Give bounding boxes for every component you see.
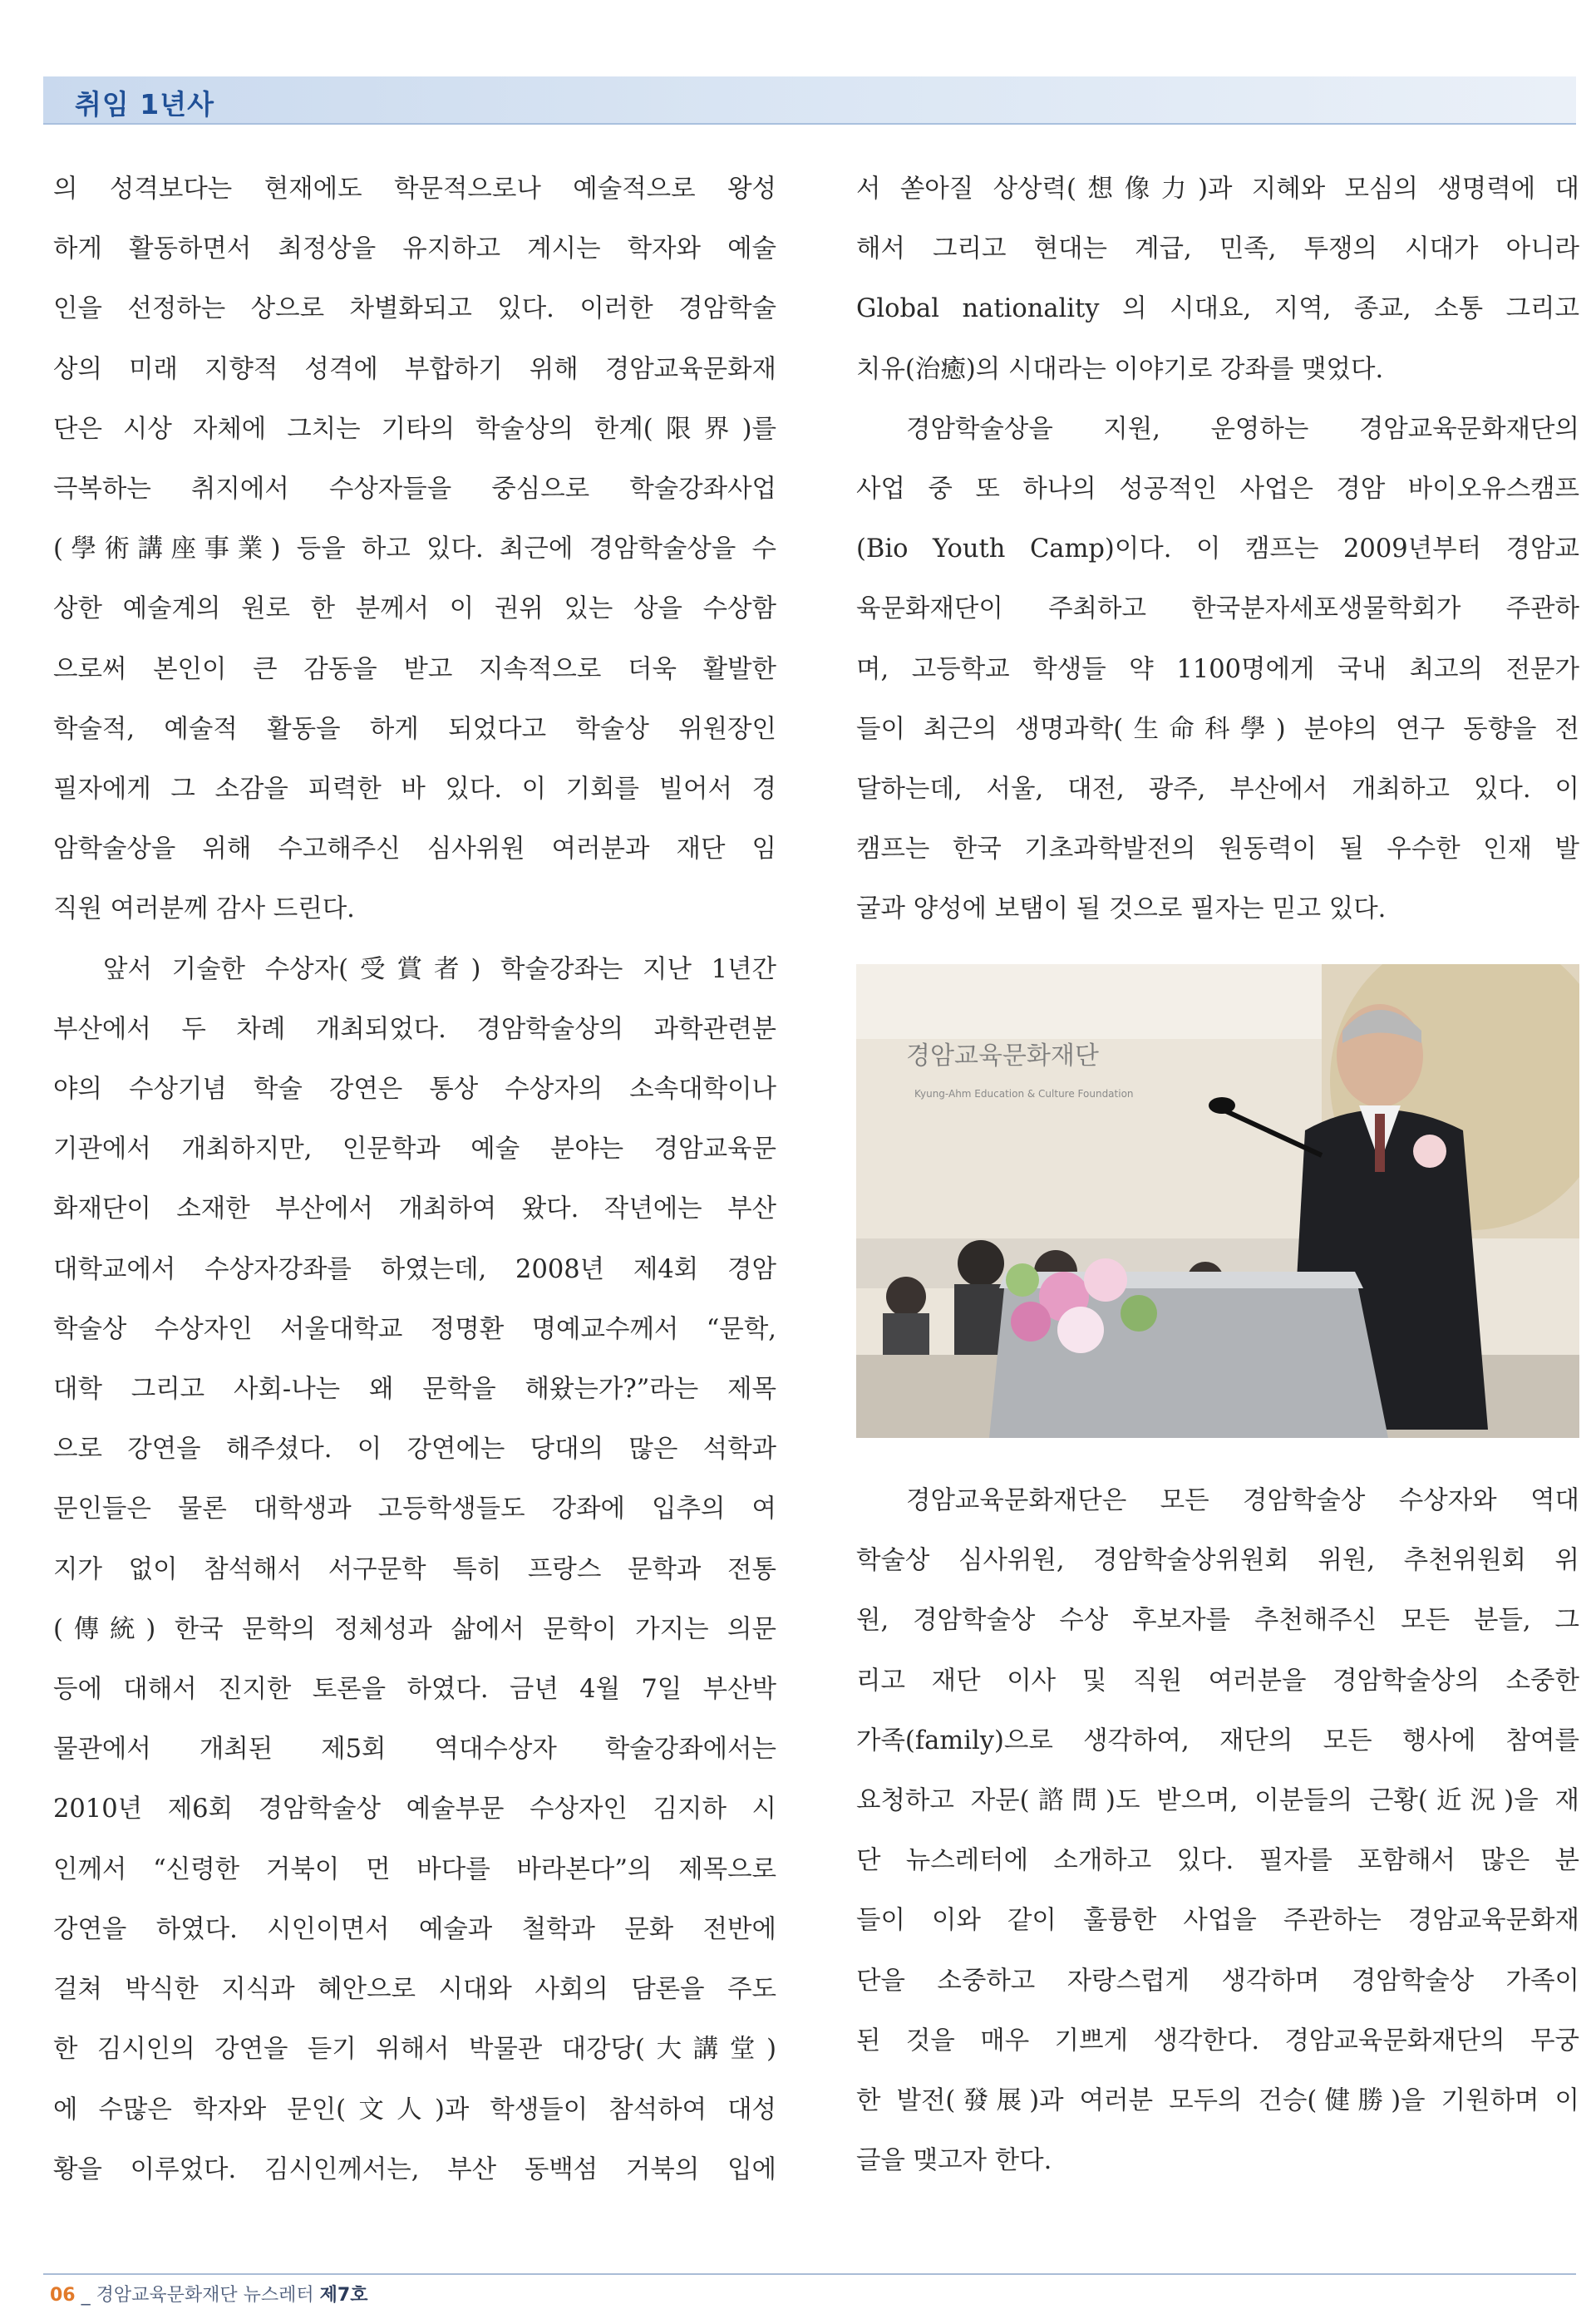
text-line: 상의 미래 지향적 성격에 부합하기 위해 경암교육문화재 xyxy=(53,354,776,384)
text-line: 요청하고 자문(諮問)도 받으며, 이분들의 근황(近況)을 재 xyxy=(856,1786,1579,1816)
speaker-podium-photo xyxy=(856,964,1579,1438)
text-line: 강연을 하였다. 시인이면서 예술과 철학과 문화 전반에 xyxy=(53,1914,776,1944)
text-line: 단 뉴스레터에 소개하고 있다. 필자를 포함해서 많은 분 xyxy=(856,1846,1579,1876)
text-line: 대학 그리고 사회-나는 왜 문학을 해왔는가?”라는 제목 xyxy=(53,1375,776,1405)
right-text-column-top xyxy=(856,160,1579,940)
text-line: 단을 소중하고 자랑스럽게 생각하며 경암학술상 가족이 xyxy=(856,1966,1579,1996)
text-line: 의 성격보다는 현재에도 학문적으로나 예술적으로 왕성 xyxy=(53,175,776,204)
photo-sign-text: 경암교육문화재단 xyxy=(906,1041,1099,1071)
text-line: 직원 여러분께 감사 드린다. xyxy=(53,894,355,924)
text-line: 학술상 수상자인 서울대학교 정명환 명예교수께서 “문학, xyxy=(53,1314,776,1344)
text-line: 하게 활동하면서 최정상을 유지하고 계시는 학자와 예술 xyxy=(53,234,776,264)
text-line: 들이 최근의 생명과학(生命科學) 분야의 연구 동향을 전 xyxy=(856,714,1579,744)
text-line: 물관에서 개최된 제5회 역대수상자 학술강좌에서는 xyxy=(53,1735,776,1765)
photo-illustration xyxy=(856,964,1579,1438)
text-line: 극복하는 취지에서 수상자들을 중심으로 학술강좌사업 xyxy=(53,475,776,505)
text-line: 리고 재단 이사 및 직원 여러분을 경암학술상의 소중한 xyxy=(856,1666,1579,1696)
text-line: 경암교육문화재단은 모든 경암학술상 수상자와 역대 xyxy=(906,1486,1579,1515)
section-title: 취임 1년사 xyxy=(75,88,214,121)
text-line: 문인들은 물론 대학생과 고등학생들도 강좌에 입추의 여 xyxy=(53,1494,776,1524)
text-line: 상한 예술계의 원로 한 분께서 이 권위 있는 상을 수상함 xyxy=(53,594,776,624)
footer-divider xyxy=(43,2273,1576,2275)
text-line: 으로써 본인이 큰 감동을 받고 지속적으로 더욱 활발한 xyxy=(53,654,776,684)
text-line: 야의 수상기념 학술 강연은 통상 수상자의 소속대학이나 xyxy=(53,1075,776,1105)
text-line: 기관에서 개최하지만, 인문학과 예술 분야는 경암교육문 xyxy=(53,1135,776,1164)
text-line: 가족(family)으로 생각하여, 재단의 모든 행사에 참여를 xyxy=(856,1726,1579,1755)
text-line: 사업 중 또 하나의 성공적인 사업은 경암 바이오유스캠프 xyxy=(856,475,1579,505)
text-line: 필자에게 그 소감을 피력한 바 있다. 이 기회를 빌어서 경 xyxy=(53,775,776,805)
text-line: 치유(治癒)의 시대라는 이야기로 강좌를 맺었다. xyxy=(856,354,1384,384)
text-line: 학술적, 예술적 활동을 하게 되었다고 학술상 위원장인 xyxy=(53,714,776,744)
footer-issue: 제7호 xyxy=(319,2285,368,2306)
text-line: 앞서 기술한 수상자(受賞者) 학술강좌는 지난 1년간 xyxy=(103,954,776,984)
text-line: 육문화재단이 주최하고 한국분자세포생물학회가 주관하 xyxy=(856,594,1579,624)
text-line: 인을 선정하는 상으로 차별화되고 있다. 이러한 경암학술 xyxy=(53,294,776,324)
text-line: 화재단이 소재한 부산에서 개최하여 왔다. 작년에는 부산 xyxy=(53,1194,776,1224)
text-line: 해서 그리고 현대는 계급, 민족, 투쟁의 시대가 아니라 xyxy=(856,234,1579,264)
page-footer xyxy=(50,2281,367,2307)
text-line: (傳統) 한국 문학의 정체성과 삶에서 문학이 가지는 의문 xyxy=(53,1614,776,1644)
left-text-column xyxy=(53,160,776,2200)
text-line: (學術講座事業) 등을 하고 있다. 최근에 경암학술상을 수 xyxy=(53,534,776,564)
text-line: 된 것을 매우 기쁘게 생각한다. 경암교육문화재단의 무궁 xyxy=(856,2026,1579,2055)
text-line: 서 쏟아질 상상력(想像力)과 지혜와 모심의 생명력에 대 xyxy=(856,175,1579,204)
text-line: 며, 고등학교 학생들 약 1100명에게 국내 최고의 전문가 xyxy=(856,654,1579,684)
text-line: 글을 맺고자 한다. xyxy=(856,2146,1052,2176)
text-line: 에 수많은 학자와 문인(文人)과 학생들이 참석하여 대성 xyxy=(53,2095,776,2124)
text-line: 학술상 심사위원, 경암학술상위원회 위원, 추천위원회 위 xyxy=(856,1546,1579,1576)
text-line: 황을 이루었다. 김시인께서는, 부산 동백섬 거북의 입에 xyxy=(53,2154,776,2184)
text-line: 한 발전(發展)과 여러분 모두의 건승(健勝)을 기원하며 이 xyxy=(856,2086,1579,2116)
text-line: 달하는데, 서울, 대전, 광주, 부산에서 개최하고 있다. 이 xyxy=(856,775,1580,805)
page-number: 06 xyxy=(50,2285,76,2306)
text-line: 굴과 양성에 보탬이 될 것으로 필자는 믿고 있다. xyxy=(856,894,1387,924)
text-line: 원, 경암학술상 수상 후보자를 추천해주신 모든 분들, 그 xyxy=(856,1606,1579,1636)
footer-publication: 경암교육문화재단 뉴스레터 xyxy=(96,2285,314,2306)
text-line: 지가 없이 참석해서 서구문학 특히 프랑스 문학과 전통 xyxy=(53,1554,776,1584)
text-line: 캠프는 한국 기초과학발전의 원동력이 될 우수한 인재 발 xyxy=(856,834,1579,864)
right-text-column-bottom xyxy=(856,1471,1579,2191)
text-line: 경암학술상을 지원, 운영하는 경암교육문화재단의 xyxy=(906,414,1579,444)
text-line: 암학술상을 위해 수고해주신 심사위원 여러분과 재단 임 xyxy=(53,834,776,864)
text-line: 들이 이와 같이 훌륭한 사업을 주관하는 경암교육문화재 xyxy=(856,1906,1579,1936)
text-line: (Bio Youth Camp)이다. 이 캠프는 2009년부터 경암교 xyxy=(856,534,1579,564)
footer-separator: _ xyxy=(81,2285,91,2306)
text-line: 걸쳐 박식한 지식과 혜안으로 시대와 사회의 담론을 주도 xyxy=(53,1975,776,2005)
text-line: 부산에서 두 차례 개최되었다. 경암학술상의 과학관련분 xyxy=(53,1014,776,1044)
text-line: 2010년 제6회 경암학술상 예술부문 수상자인 김지하 시 xyxy=(53,1795,776,1824)
text-line: Global nationality 의 시대요, 지역, 종교, 소통 그리고 xyxy=(856,294,1579,324)
section-header-bar xyxy=(43,76,1576,125)
text-line: 인께서 “신령한 거북이 먼 바다를 바라본다”의 제목으로 xyxy=(53,1854,776,1884)
text-line: 대학교에서 수상자강좌를 하였는데, 2008년 제4회 경암 xyxy=(53,1254,776,1284)
text-line: 등에 대해서 진지한 토론을 하였다. 금년 4월 7일 부산박 xyxy=(53,1675,776,1705)
text-line: 한 김시인의 강연을 듣기 위해서 박물관 대강당(大講堂) xyxy=(53,2035,776,2065)
photo-sign-subtext: Kyung-Ahm Education & Culture Foundation xyxy=(914,1088,1134,1100)
text-line: 단은 시상 자체에 그치는 기타의 학술상의 한계(限界)를 xyxy=(53,414,776,444)
text-line: 으로 강연을 해주셨다. 이 강연에는 당대의 많은 석학과 xyxy=(53,1435,776,1465)
